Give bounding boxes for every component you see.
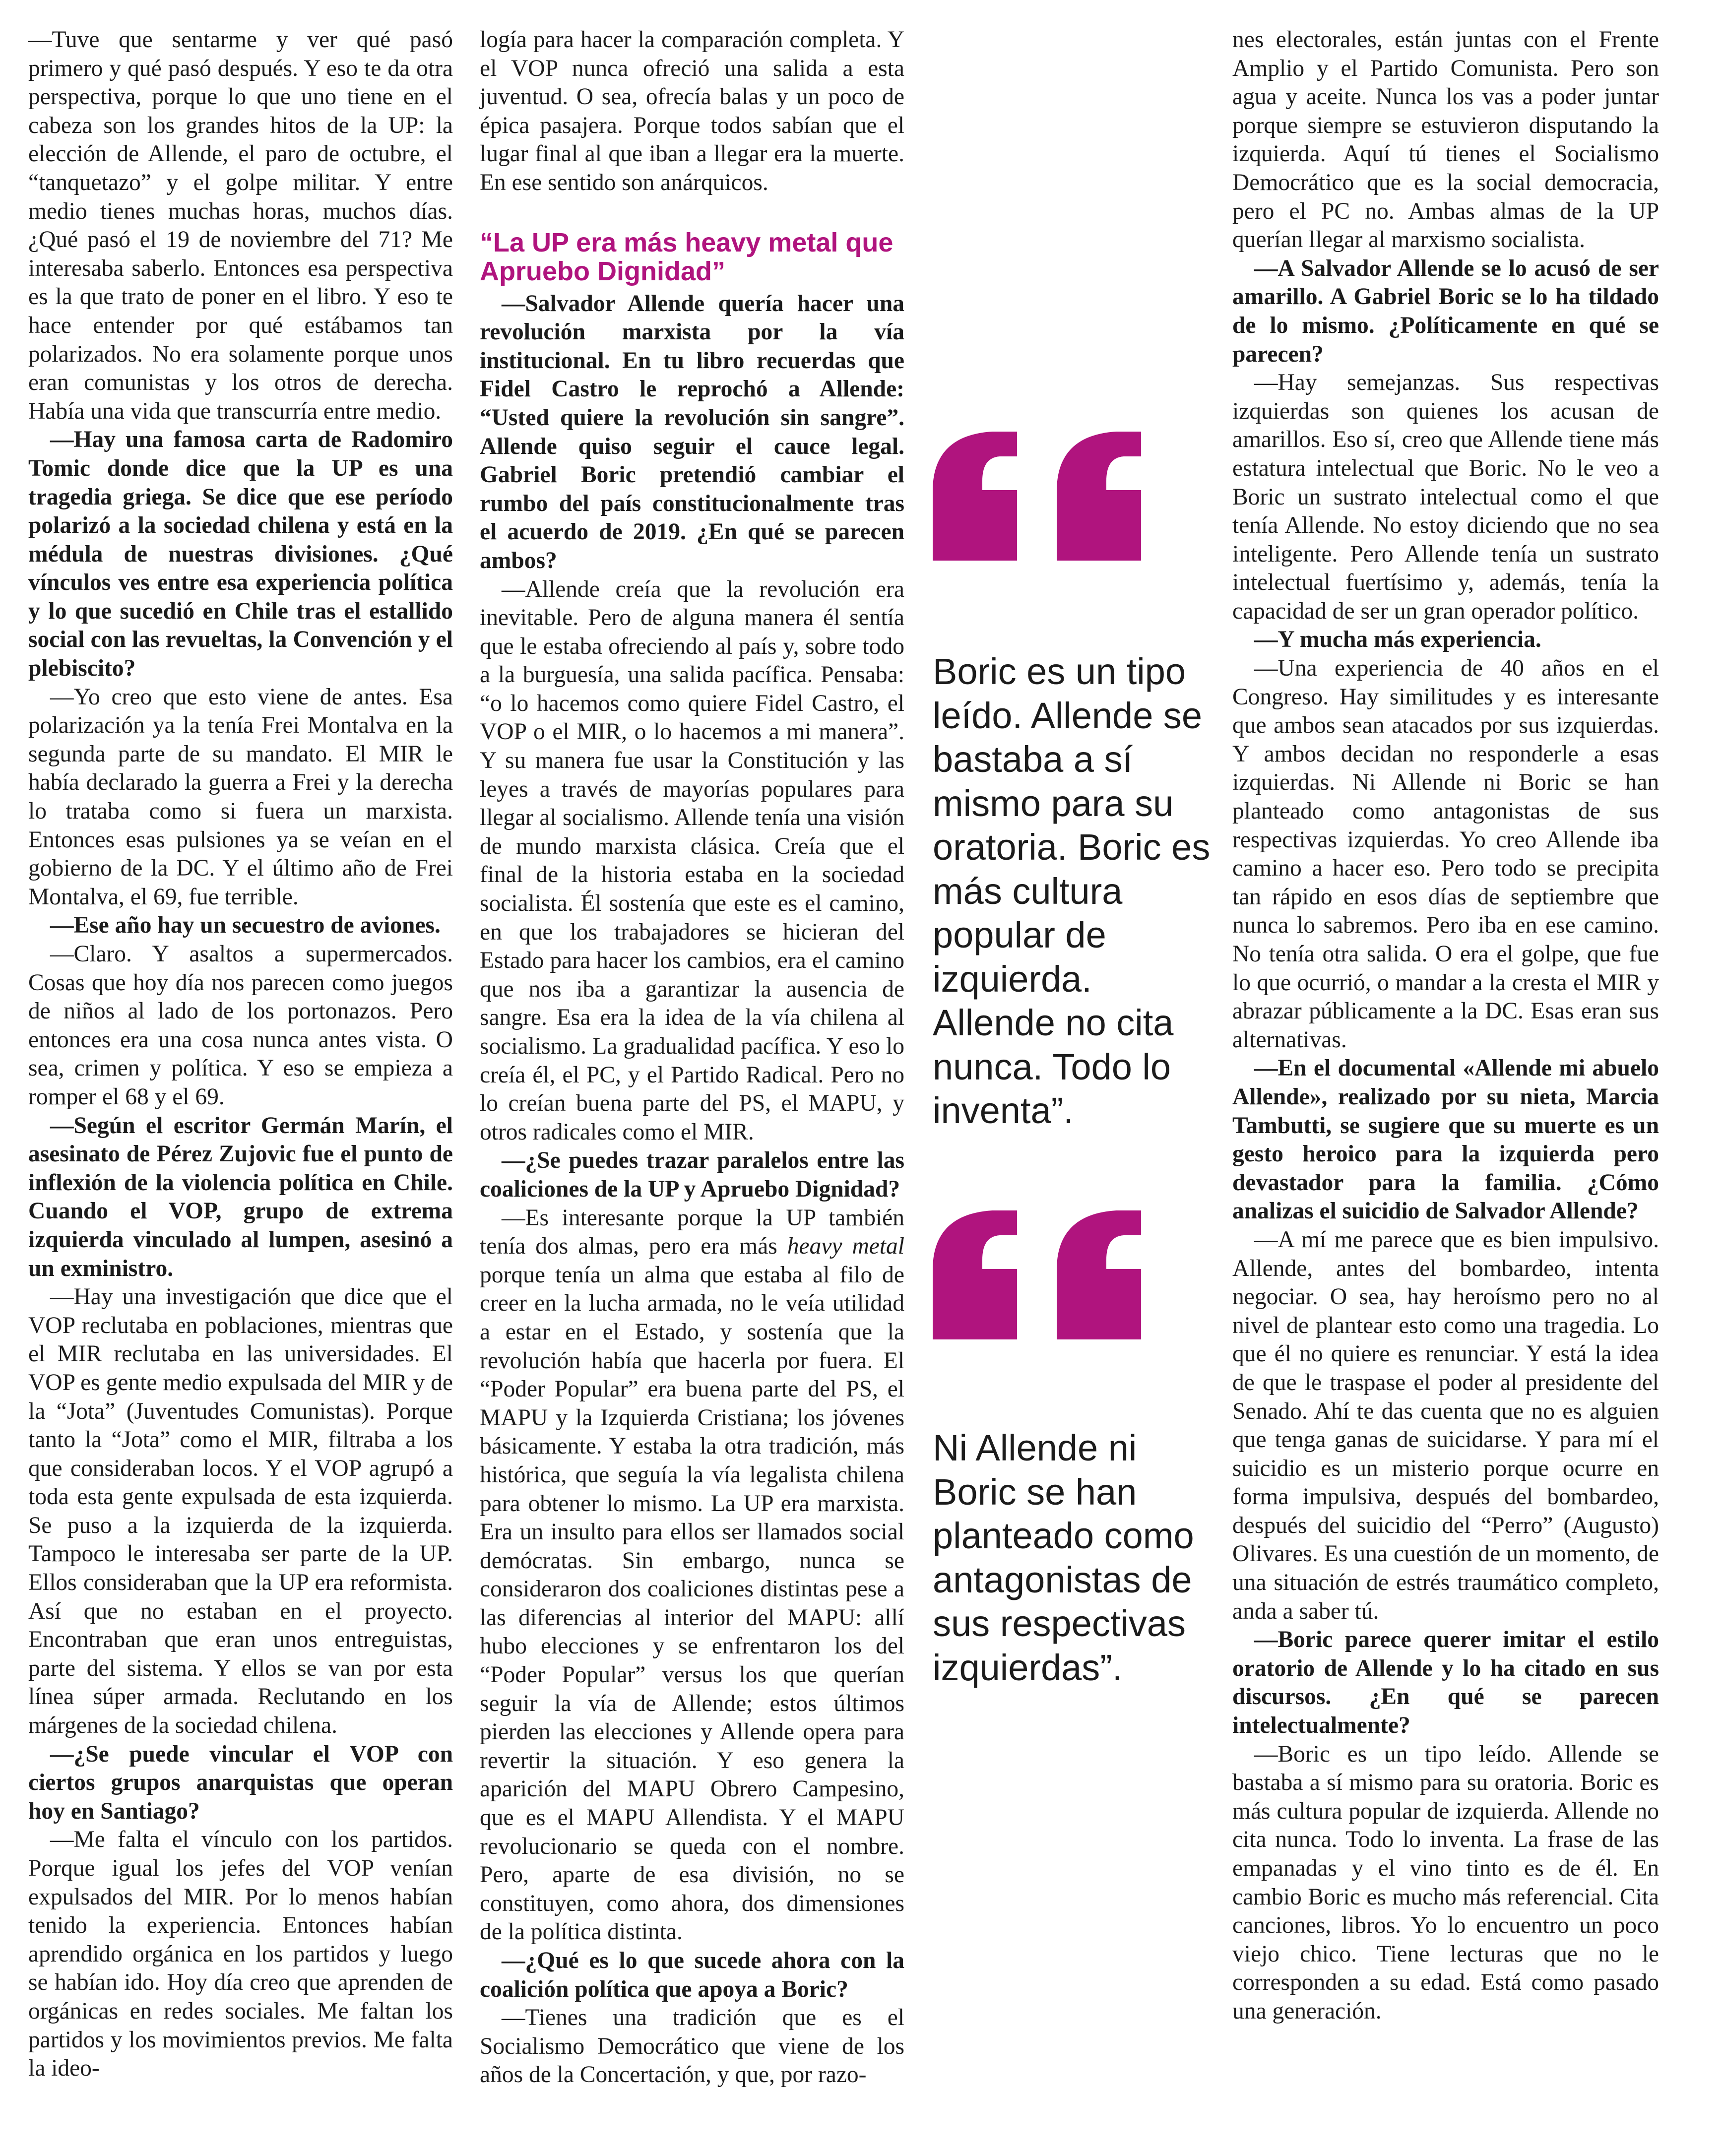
pull-quote-text: Boric es un tipo leído. Allende se bastaba a sí mismo para su oratoria. Boric es más cultura popular de izquierda. Allende no cita nunca. Todo lo inventa”. — [933, 651, 1211, 1131]
answer-paragraph: —Claro. Y asaltos a supermercados. Cosas que hoy día nos parecen como juegos de niños al lado de los portonazos. Pero entonces era una cosa nunca antes vista. O sea, crimen y política. Y eso se empieza a romper el 68 y el 69. — [28, 941, 453, 1110]
interview-question: —Salvador Allende quería hacer una revolución marxista por la vía institucional. En tu libro recuerdas que Fidel Castro le reprochó a Allende: “Usted quiere la revolución sin sangre”. Allende quiso seguir el cauce legal. Gabriel Boric pretendió cambiar el rumbo del país constitucionalmente tras el acuerdo de 2019. ¿En qué se parecen ambos? — [480, 290, 904, 573]
interview-question: —A Salvador Allende se lo acusó de ser amarillo. A Gabriel Boric se lo ha tildado de lo mismo. ¿Políticamente en qué se parecen? — [1232, 255, 1659, 367]
answer-paragraph: nes electorales, están juntas con el Frente Amplio y el Partido Comunista. Pero son agua y aceite. Nunca los vas a poder juntar porque siempre se estuvieron disputando la izquierda. Aquí tú tienes el Socialismo Democrático que es la social democracia, pero el PC no. Ambas almas de la UP querían llegar al marxismo socialista. — [1232, 27, 1659, 253]
article-column-2 — [480, 26, 904, 2090]
interview-question: —Y mucha más experiencia. — [1254, 627, 1541, 653]
interview-question: —Boric parece querer imitar el estilo oratorio de Allende y lo ha citado en sus discursos. ¿En qué se parecen intelectualmente? — [1232, 1627, 1659, 1739]
pull-quote — [933, 1426, 1211, 1690]
answer-paragraph: —Tuve que sentarme y ver qué pasó primero y qué pasó después. Y eso te da otra perspectiva, porque lo que uno tiene en el cabeza son los grandes hitos de la UP: la elección de Allende, el paro de octubre, el “tanquetazo” y el golpe militar. Y entre medio tienes muchas horas, muchos días. ¿Qué pasó el 19 de noviembre del 71? Me interesaba saberlo. Entonces esa perspectiva es la que trato de poner en el libro. Y eso te hace entender por qué estábamos tan polarizados. No era solamente porque unos eran comunistas y los otros de derecha. Había una vida que transcurría entre medio. — [28, 27, 453, 424]
answer-emphasis: heavy metal — [787, 1233, 904, 1260]
interview-question: —¿Se puede vincular el VOP con ciertos grupos anarquistas que operan hoy en Santiago? — [28, 1741, 453, 1824]
answer-paragraph: —Tienes una tradición que es el Socialismo Democrático que viene de los años de la Concertación, y que, por razo- — [480, 2005, 904, 2088]
answer-paragraph: logía para hacer la comparación completa. Y el VOP nunca ofreció una salida a esta juventud. O sea, ofrecía balas y un poco de épica pasajera. Porque todos sabían que el lugar final al que iban a llegar era la muerte. En ese sentido son anárquicos. — [480, 27, 904, 195]
interview-question: —Ese año hay un secuestro de aviones. — [50, 912, 441, 939]
interview-question: —¿Se puedes trazar paralelos entre las coaliciones de la UP y Apruebo Dignidad? — [480, 1147, 904, 1202]
pull-quote — [933, 650, 1211, 1133]
open-quote-icon — [933, 1210, 1141, 1339]
pull-quote-text: Ni Allende ni Boric se han planteado como antagonistas de sus respectivas izquierdas”. — [933, 1427, 1194, 1688]
answer-paragraph — [480, 1204, 904, 1947]
answer-paragraph: —Una experiencia de 40 años en el Congreso. Hay similitudes y es interesante que ambos sean atacados por sus izquierdas. Y ambos decidan no responderle a esas izquierdas. Ni Allende ni Boric se han planteado como antagonistas de sus respectivas izquierdas. Yo creo Allende iba camino a hacer eso. Pero todo se precipita tan rápido en esos días de septiembre que nunca lo sabremos. Pero iba en ese camino. No tenía otra salida. O era el golpe, que fue lo que ocurrió, o mandar a la cresta el MIR y abrazar públicamente a la DC. Esas eran sus alternativas. — [1232, 655, 1659, 1053]
answer-text: porque tenía un alma que estaba al filo de creer en la lucha armada, no le veía utilidad a estar en el Estado, y sostenía que la revolución había que hacerla por fuera. El “Poder Popular” era buena parte del PS, el MAPU y la Izquierda Cristiana; los jóvenes básicamente. Y estaba la otra tradición, más histórica, que seguía la vía legalista chilena para obtener lo mismo. La UP era marxista. Era un insulto para ellos ser llamados social demócratas. Sin embargo, nunca se consideraron dos coaliciones distintas pese a las diferencias al interior del MAPU: allí hubo elecciones y se enfrentaron los del “Poder Popular” versus los que querían seguir la vía de Allende; estos últimos pierden las elecciones y Allende opera para revertir la situación. Y eso genera la aparición del MAPU Obrero Campesino, que es el MAPU Allendista. Y el MAPU revolucionario se queda con el nombre. Pero, aparte de esa división, no se constituyen, como ahora, dos dimensiones de la política distinta. — [480, 1262, 904, 1945]
answer-paragraph: —Boric es un tipo leído. Allende se bastaba a sí mismo para su oratoria. Boric es más cultura popular de izquierda. Allende no cita nunca. Todo lo inventa. La frase de las empanadas y el vino tinto es de él. En cambio Boric es mucho más referencial. Cita canciones, libros. Yo lo encuentro un poco viejo chico. Tiene lecturas que no le corresponden a su edad. Está como pasado una generación. — [1232, 1741, 1659, 2024]
article-column-1 — [28, 26, 453, 2083]
answer-paragraph: —Hay una investigación que dice que el VOP reclutaba en poblaciones, mientras que el MIR reclutaba en las universidades. El VOP es gente medio expulsada del MIR y de la “Jota” (Juventudes Comunistas). Porque tanto la “Jota” como el MIR, filtraba a los que consideraban locos. Y el VOP agrupó a toda esta gente expulsada de esta izquierda. Se puso a la izquierda de la izquierda. Tampoco le interesaba ser parte de la UP. Ellos consideraban que la UP era reformista. Así que no estaban en el proyecto. Encontraban que eran unos entreguistas, parte del sistema. Y ellos se van por esta línea súper armada. Reclutando en los márgenes de la sociedad chilena. — [28, 1284, 453, 1739]
article-column-4 — [1232, 26, 1659, 2026]
answer-paragraph: —A mí me parece que es bien impulsivo. Allende, antes del bombardeo, intenta negociar. O sea, hay heroísmo pero no al nivel de plantear esto como una tragedia. Lo que él no quiere es renunciar. Y está la idea de que le traspase el poder al presidente del Senado. Ahí te das cuenta que no es alguien que tenga ganas de suicidarse. Y para mí el suicidio es un misterio porque ocurre en forma impulsiva, después del bombardeo, después del suicidio del “Perro” (Augusto) Olivares. Es una cuestión de un momento, de una situación de estrés traumático completo, anda a saber tú. — [1232, 1226, 1659, 1624]
answer-text: —Es interesante porque la UP también tenía dos almas, pero era más — [480, 1205, 904, 1260]
pull-quote-column — [933, 0, 1211, 2156]
open-quote-icon — [933, 432, 1141, 561]
interview-question: —Según el escritor Germán Marín, el asesinato de Pérez Zujovic fue el punto de inflexión de la violencia política en Chile. Cuando el VOP, grupo de extrema izquierda vinculado al lumpen, asesinó a un exministro. — [28, 1112, 453, 1281]
answer-paragraph: —Yo creo que esto viene de antes. Esa polarización ya la tenía Frei Montalva en la segunda parte de su mandato. El MIR le había declarado la guerra a Frei y la derecha lo trataba como si fuera un marxista. Entonces esas pulsiones ya se veían en el gobierno de la DC. Y el último año de Frei Montalva, el 69, fue terrible. — [28, 684, 453, 910]
interview-question: —¿Qué es lo que sucede ahora con la coalición política que apoya a Boric? — [480, 1948, 904, 2002]
answer-paragraph: —Hay semejanzas. Sus respectivas izquierdas son quienes los acusan de amarillos. Eso sí, creo que Allende tiene más estatura intelectual que Boric. No le veo a Boric un sustrato intelectual como el que tenía Allende. No estoy diciendo que no sea inteligente. Pero Allende tenía un sustrato intelectual fuertísimo y, además, tenía la capacidad de ser un gran operador político. — [1232, 370, 1659, 624]
interview-question: —En el documental «Allende mi abuelo Allende», realizado por su nieta, Marcia Tambutti, se sugiere que su muerte es un gesto heroico para la izquierda pero devastador para la familia. ¿Cómo analizas el suicidio de Salvador Allende? — [1232, 1055, 1659, 1224]
answer-paragraph: —Allende creía que la revolución era inevitable. Pero de alguna manera él sentía que le estaba ofreciendo al país y, sobre todo a la burguesía, una salida pacífica. Pensaba: “o lo hacemos como quiere Fidel Castro, el VOP o el MIR, o lo hacemos a mi manera”. Y su manera fue usar la Constitución y las leyes a través de mayorías populares para llegar al socialismo. Allende tenía una visión de mundo marxista clásica. Creía que el final de la historia estaba en la sociedad socialista. Él sostenía que este es el camino, en que los trabajadores se hicieran del Estado para hacer los cambios, era el camino que nos iba a garantizar la ausencia de sangre. Esa era la idea de la vía chilena al socialismo. La gradualidad pacífica. Y eso lo creía él, el PC, y el Partido Radical. Pero no lo creían buena parte del PS, el MAPU, y otros radicales como el MIR. — [480, 576, 904, 1145]
section-subheading: “La UP era más heavy metal que Apruebo Dignidad” — [480, 227, 894, 286]
interview-question: —Hay una famosa carta de Radomiro Tomic donde dice que la UP es una tragedia griega. Se dice que ese período polarizó a la sociedad chilena y está en la médula de nuestras divisiones. ¿Qué vínculos ves entre esa experiencia política y lo que sucedió en Chile tras el estallido social con las revueltas, la Convención y el plebiscito? — [28, 427, 453, 682]
answer-paragraph: —Me falta el vínculo con los partidos. Porque igual los jefes del VOP venían expulsados del MIR. Por lo menos habían tenido la experiencia. Entonces habían aprendido orgánica en los partidos y luego se habían ido. Hoy día creo que aprenden de orgánicas en redes sociales. Me faltan los partidos y los movimientos previos. Me falta la ideo- — [28, 1827, 453, 2082]
